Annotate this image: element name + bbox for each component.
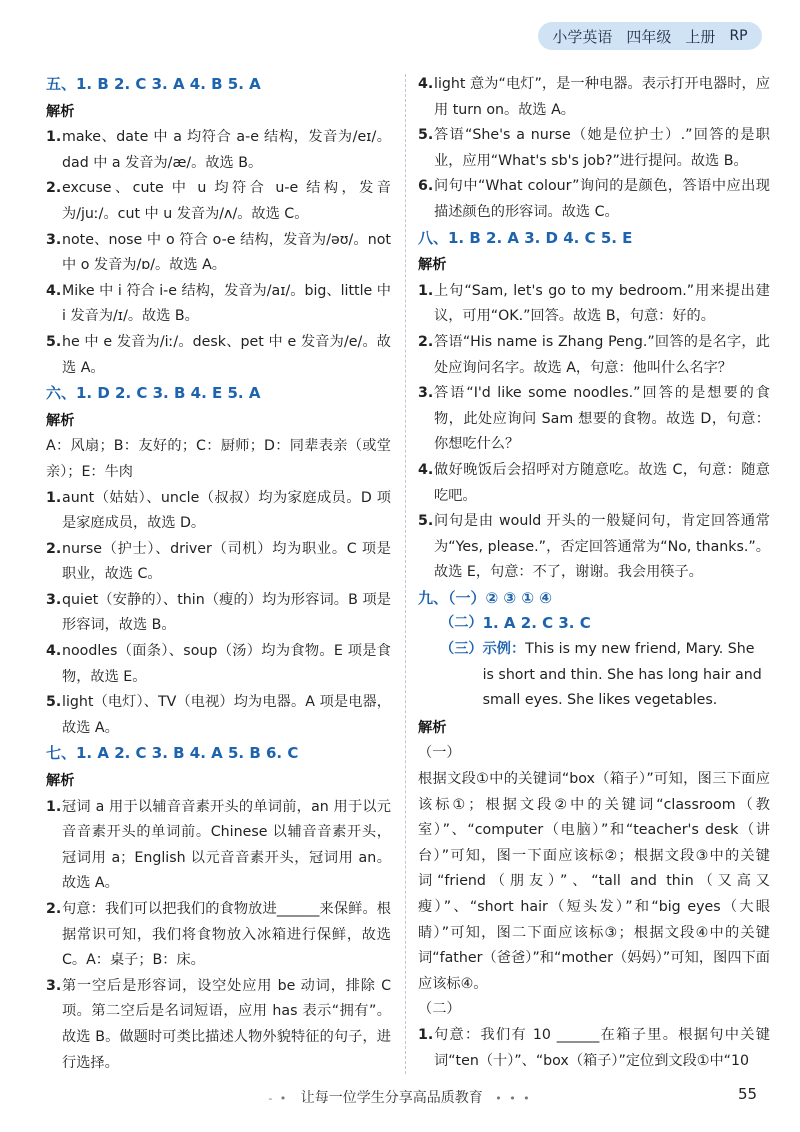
list-item — [418, 509, 770, 586]
item-number: 5. — [418, 127, 434, 144]
section-7-head: 七、1. A 2. C 3. B 4. A 5. B 6. C — [46, 744, 299, 763]
item-number: 4. — [46, 282, 62, 299]
item-number: 5. — [46, 694, 62, 711]
item-number: 1. — [46, 489, 62, 506]
part-2-label: （二） — [418, 1001, 461, 1018]
list-item — [418, 279, 770, 330]
item-number: 1. — [46, 129, 62, 146]
item-number: 5. — [418, 513, 434, 530]
analysis-label: 解析 — [418, 257, 447, 274]
list-item — [46, 486, 391, 537]
section-6-intro: A：风扇；B：友好的；C：厨师；D：同辈表亲（或堂亲）；E：牛肉 — [46, 438, 391, 480]
item-number: 1. — [418, 1026, 434, 1043]
list-item — [418, 381, 770, 458]
list-item — [46, 176, 391, 227]
header-tag — [538, 22, 762, 50]
header-volume: 上册 — [685, 27, 716, 46]
list-item — [418, 174, 770, 225]
item-text: 问句中“What colour”询问的是颜色，答语中应出现描述颜色的形容词。故选 C。 — [434, 178, 770, 220]
list-item — [46, 228, 391, 279]
section-9-part-3 — [440, 637, 770, 714]
header-edition: RP — [729, 28, 748, 44]
footer-dots-right: • • • — [495, 1092, 532, 1105]
list-item — [418, 123, 770, 174]
item-text: Mike 中 i 符合 i-e 结构，发音为/aɪ/。big、little 中 i 发音为/ɪ/。故选 B。 — [62, 282, 391, 325]
part-label: （三） — [440, 641, 483, 658]
list-item — [46, 125, 391, 176]
part-1-label: （一） — [418, 745, 461, 762]
section-9-head: 九、（一）② ③ ① ④ — [418, 588, 552, 607]
section-6-head: 六、1. D 2. C 3. B 4. E 5. A — [46, 384, 261, 403]
list-item — [46, 279, 391, 330]
item-text: light（电灯）、TV（电视）均为电器。A 项是电器，故选 A。 — [62, 694, 391, 736]
list-item — [46, 795, 391, 897]
item-text: 句意：我们有 10 ______在箱子里。根据句中关键词“ten（十）”、“box（箱子）”定位到文段①中“10 — [434, 1026, 770, 1069]
item-text: light 意为“电灯”，是一种电器。表示打开电器时，应用 turn on。故选 A。 — [434, 76, 770, 118]
item-text: quiet（安静的）、thin（瘦的）均为形容词。B 项是形容词，故选 B。 — [62, 591, 391, 634]
item-number: 4. — [418, 76, 434, 92]
list-item — [418, 330, 770, 381]
list-item — [418, 72, 770, 123]
item-number: 1. — [418, 282, 434, 299]
section-9-part-2 — [440, 611, 770, 637]
item-text: nurse（护士）、driver（司机）均为职业。C 项是职业，故选 C。 — [62, 540, 391, 583]
item-number: 6. — [418, 178, 434, 195]
item-number: 4. — [46, 643, 62, 660]
part-example — [483, 637, 770, 714]
part-answers: 1. A 2. C 3. C — [482, 614, 591, 633]
section-5-head: 五、1. B 2. C 3. A 4. B 5. A — [46, 75, 261, 93]
right-column — [418, 72, 770, 1074]
example-label: 示例： — [482, 641, 526, 658]
part-label: （二） — [440, 615, 483, 632]
item-number: 2. — [418, 333, 434, 350]
list-item — [418, 458, 770, 509]
list-item — [46, 974, 391, 1076]
item-text: 第一空后是形容词，设空处应用 be 动词，排除 C 项。第二空后是名词短语，应用 has 表示“拥有”。故选 B。做题时可类比描述人物外貌特征的句子，进行选择。 — [62, 977, 391, 1071]
item-text: noodles（面条）、soup（汤）均为食物。E 项是食物，故选 E。 — [62, 643, 391, 685]
list-item — [46, 897, 391, 974]
list-item — [46, 690, 391, 741]
section-8-head: 八、1. B 2. A 3. D 4. C 5. E — [418, 228, 633, 247]
page-number: 55 — [738, 1085, 758, 1103]
list-item — [46, 639, 391, 690]
footer-slogan: 让每一位学生分享高品质教育 — [300, 1090, 483, 1106]
item-text: 做好晚饭后会招呼对方随意吃。故选 C，句意：随意吃吧。 — [434, 461, 770, 504]
footer — [0, 1087, 800, 1107]
item-number: 2. — [46, 901, 62, 917]
item-text: 上句“Sam, let's go to my bedroom.”用来提出建议，可用“OK.”回答。故选 B，句意：好的。 — [434, 282, 770, 325]
item-text: aunt（姑姑）、uncle（叔叔）均为家庭成员。D 项是家庭成员，故选 D。 — [62, 489, 391, 532]
item-text: make、date 中 a 均符合 a-e 结构，发音为/eɪ/。dad 中 a 发音为/æ/。故选 B。 — [62, 129, 391, 171]
item-text: 答语“I'd like some noodles.”回答的是想要的食物，此处应询问 Sam 想要的食物。故选 D，句意：你想吃什么？ — [434, 385, 770, 453]
part-1-text: 根据文段①中的关键词“box（箱子）”可知，图三下面应该标①；根据文段②中的关键词“classroom（教室）”、“computer（电脑）”和“teacher's desk（讲台）”可知，图一下面应该标②；根据文段③中的关键词“friend（朋友）”、“tall and thin（又高又瘦）”、“short hair（短头发）”和“big eyes（大眼睛）”可知，图二下面应该标③；根据文段④中的关键词“father（爸爸）”和“mother（妈妈）”可知，图四下面应该标④。 — [418, 771, 770, 992]
list-item — [418, 1023, 770, 1074]
analysis-label: 解析 — [46, 103, 75, 120]
item-text: excuse、cute 中 u 均符合 u-e 结构，发音为/juː/。cut 中 u 发音为/ʌ/。故选 C。 — [62, 180, 391, 222]
item-number: 3. — [418, 385, 434, 402]
item-text: 答语“His name is Zhang Peng.”回答的是名字，此处应询问名字。故选 A，句意：他叫什么名字？ — [434, 333, 770, 376]
footer-dots-left: - • — [268, 1092, 289, 1105]
item-text: 句意：我们可以把我们的食物放进______来保鲜。根据常识可知，我们将食物放入冰箱进行保鲜，故选 C。A：桌子；B：床。 — [62, 901, 391, 969]
item-number: 4. — [418, 461, 434, 478]
item-number: 5. — [46, 333, 62, 350]
header-grade: 四年级 — [626, 27, 672, 46]
list-item — [46, 330, 391, 381]
header-subject: 小学英语 — [552, 27, 613, 46]
item-text: 答语“She's a nurse（她是位护士）.”回答的是职业，应用“What's sb's job?”进行提问。故选 B。 — [434, 127, 770, 169]
list-item — [46, 588, 391, 639]
column-divider — [405, 74, 406, 1074]
list-item — [46, 537, 391, 588]
item-text: note、nose 中 o 符合 o-e 结构，发音为/əʊ/。not 中 o 发音为/ɒ/。故选 A。 — [62, 231, 391, 274]
item-number: 3. — [46, 591, 62, 608]
item-text: he 中 e 发音为/iː/。desk、pet 中 e 发音为/e/。故选 A。 — [62, 333, 391, 376]
item-number: 2. — [46, 180, 62, 197]
item-text: 问句是由 would 开头的一般疑问句，肯定回答通常为“Yes, please.”，否定回答通常为“No, thanks.”。故选 E，句意：不了，谢谢。我会用筷子。 — [434, 513, 770, 581]
analysis-label: 解析 — [418, 719, 447, 736]
item-number: 1. — [46, 798, 62, 815]
example-text: This is my new friend, Mary. She is short and thin. She has long hair and small eyes. She likes vegetables. — [482, 641, 762, 709]
analysis-label: 解析 — [46, 412, 75, 429]
item-number: 2. — [46, 540, 62, 557]
analysis-label: 解析 — [46, 773, 75, 790]
item-number: 3. — [46, 977, 62, 994]
item-text: 冠词 a 用于以辅音音素开头的单词前，an 用于以元音音素开头的单词前。Chinese 以辅音音素开头，冠词用 a；English 以元音音素开头，冠词用 an。故选 A。 — [62, 798, 391, 892]
left-column — [46, 72, 391, 1076]
item-number: 3. — [46, 231, 62, 248]
